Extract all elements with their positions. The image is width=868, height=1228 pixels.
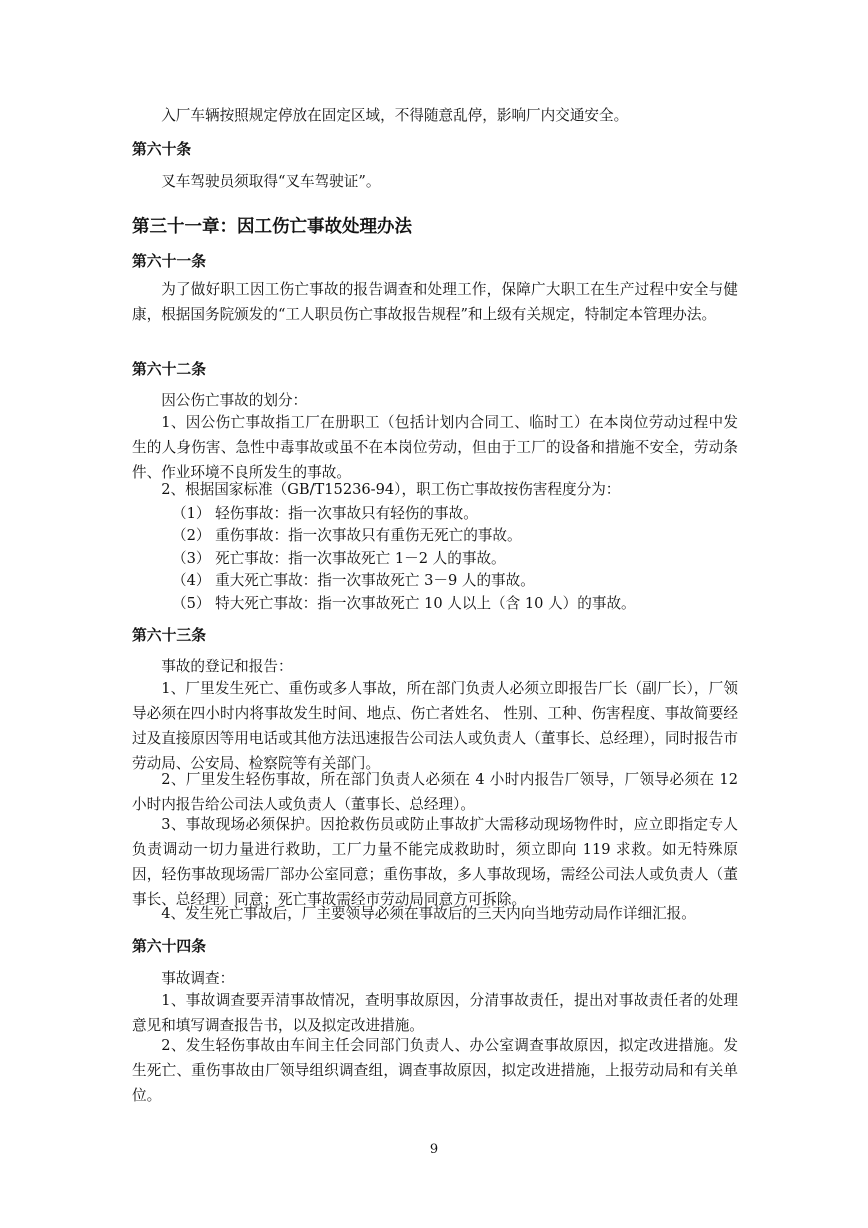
paragraph-investigation-item-1: 1、事故调查要弄清事故情况，查明事故原因，分清事故责任，提出对事故责任者的处理意见和填写调查报告书，以及拟定改进措施。: [132, 992, 738, 1034]
article-63-heading: 第六十三条: [132, 627, 206, 644]
paragraph-investigation: 事故调查：: [161, 970, 235, 987]
paragraph-vehicle-parking: 入厂车辆按照规定停放在固定区域，不得随意乱停，影响厂内交通安全。: [161, 107, 629, 124]
paragraph-article-61: 为了做好职工因工伤亡事故的报告调查和处理工作，保障广大职工在生产过程中安全与健康，根据国务院颁发的“工人职员伤亡事故报告规程”和上级有关规定，特制定本管理办法。: [132, 281, 738, 323]
paragraph-investigation-item-2: 2、发生轻伤事故由车间主任会同部门负责人、办公室调查事故原因，拟定改进措施。发生死亡、重伤事故由厂领导组织调查组，调查事故原因，拟定改进措施，上报劳动局和有关单位。: [132, 1037, 738, 1104]
list-item-extraordinary-fatal: （5） 特大死亡事故：指一次事故死亡 10 人以上（含 10 人）的事故。: [172, 595, 636, 612]
page-number: 9: [429, 1142, 439, 1157]
paragraph-scene-protection: 3、事故现场必须保护。因抢救伤员或防止事故扩大需移动现场物件时，应立即指定专人负责调动一切力量进行救助，工厂力量不能完成救助时，须立即向 119 求救。如无特殊原因，轻伤事故现场需厂部办公室同意；重伤事故，多人事故现场，需经公司法人或负责人（董事长、总经理）同意；死亡事故需经市劳动局同意方可拆除。: [132, 816, 738, 908]
list-item-minor-injury: （1） 轻伤事故：指一次事故只有轻伤的事故。: [172, 505, 478, 522]
list-item-major-fatal: （4） 重大死亡事故：指一次事故死亡 3－9 人的事故。: [172, 572, 535, 589]
paragraph-accident-classification: 因公伤亡事故的划分：: [161, 392, 308, 409]
article-64-heading: 第六十四条: [132, 938, 206, 955]
paragraph-registration-report: 事故的登记和报告：: [161, 658, 293, 675]
paragraph-death-report: 4、发生死亡事故后，厂主要领导必须在事故后的三天内向当地劳动局作详细汇报。: [161, 905, 696, 922]
article-61-heading: 第六十一条: [132, 253, 206, 270]
list-item-serious-injury: （2） 重伤事故：指一次事故只有重伤无死亡的事故。: [172, 527, 522, 544]
list-item-fatal: （3） 死亡事故：指一次事故死亡 1－2 人的事故。: [172, 550, 506, 567]
paragraph-accident-definition: 1、因公伤亡事故指工厂在册职工（包括计划内合同工、临时工）在本岗位劳动过程中发生的人身伤害、急性中毒事故或虽不在本岗位劳动，但由于工厂的设备和措施不安全，劳动条件、作业环境不良所发生的事故。: [132, 414, 738, 481]
paragraph-forklift-license: 叉车驾驶员须取得“叉车驾驶证”。: [161, 173, 381, 190]
paragraph-serious-accident-report: 1、厂里发生死亡、重伤或多人事故，所在部门负责人必须立即报告厂长（副厂长），厂领导必须在四小时内将事故发生时间、地点、伤亡者姓名、 性别、工种、伤害程度、事故简要经过及直接原因等用电话或其他方法迅速报告公司法人或负责人（董事长、总经理），同时报告市劳动局、公安局、检察院等有关部门。: [132, 680, 738, 772]
chapter-31-title: 第三十一章：因工伤亡事故处理办法: [132, 217, 412, 237]
article-62-heading: 第六十二条: [132, 361, 206, 378]
paragraph-national-standard: 2、根据国家标准（GB/T15236-94），职工伤亡事故按伤害程度分为：: [161, 481, 621, 498]
article-60-heading: 第六十条: [132, 141, 192, 158]
paragraph-minor-accident-report: 2、厂里发生轻伤事故，所在部门负责人必须在 4 小时内报告厂领导，厂领导必须在 12 小时内报告给公司法人或负责人（董事长、总经理）。: [132, 771, 738, 813]
